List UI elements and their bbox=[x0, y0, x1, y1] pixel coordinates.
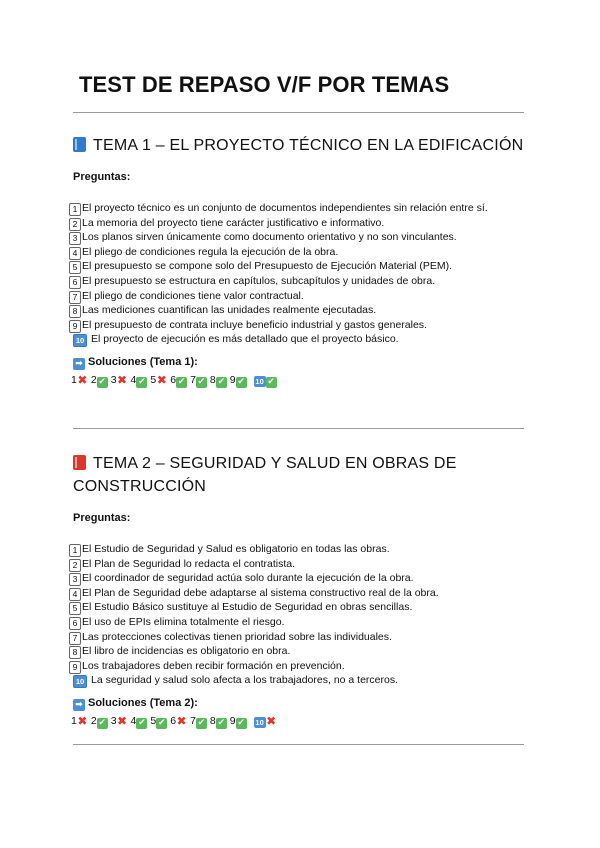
cross-mark-icon: ✖ bbox=[77, 372, 88, 387]
solution-item bbox=[150, 713, 167, 729]
question-number-badge: 1 bbox=[69, 544, 81, 557]
question-text: El proyecto de ejecución es más detallado que el proyecto básico. bbox=[91, 333, 399, 346]
question-number-badge: 9 bbox=[69, 661, 81, 674]
solution-number: 2 bbox=[90, 714, 97, 727]
solutions-row bbox=[71, 713, 533, 729]
question-number-badge: 8 bbox=[69, 646, 81, 659]
question-list bbox=[69, 542, 533, 688]
question-number-badge: 2 bbox=[69, 559, 81, 572]
question-text: El presupuesto se compone solo del Presupuesto de Ejecución Material (PEM). bbox=[82, 260, 453, 273]
solution-number: 3 bbox=[110, 373, 117, 386]
section-tema-2 bbox=[73, 452, 533, 729]
cross-mark-icon: ✖ bbox=[77, 713, 88, 728]
question-number-badge: 7 bbox=[69, 291, 81, 304]
question-number-badge: 1 bbox=[69, 203, 81, 216]
question-number-badge: 5 bbox=[69, 261, 81, 274]
question-item bbox=[69, 216, 533, 231]
question-item bbox=[69, 274, 533, 289]
solution-number: 7 bbox=[190, 373, 196, 386]
check-mark-icon: ✔ bbox=[237, 376, 245, 387]
question-item bbox=[69, 259, 533, 274]
divider bbox=[73, 112, 524, 113]
solutions-row bbox=[71, 372, 533, 388]
check-mark-icon: ✔ bbox=[197, 717, 206, 728]
solution-item bbox=[170, 713, 187, 729]
question-item bbox=[69, 318, 533, 333]
section-title bbox=[73, 134, 533, 157]
question-text: El uso de EPIs elimina totalmente el riesgo. bbox=[82, 615, 285, 628]
check-mark-icon: ✔ bbox=[157, 717, 166, 728]
question-number-badge: 4 bbox=[69, 588, 81, 601]
check-mark-icon: ✔ bbox=[177, 376, 186, 387]
section-tema-1 bbox=[73, 134, 533, 388]
question-item bbox=[69, 586, 533, 601]
solution-item bbox=[91, 372, 108, 388]
question-item bbox=[69, 557, 533, 572]
question-item bbox=[69, 303, 533, 318]
question-item bbox=[69, 289, 533, 304]
solution-number: 3 bbox=[110, 714, 117, 727]
check-mark-icon: ✔ bbox=[138, 376, 146, 387]
check-mark-icon: ✔ bbox=[217, 376, 226, 387]
cross-mark-icon: ✖ bbox=[176, 713, 187, 728]
solution-number: 4 bbox=[130, 373, 137, 386]
solution-number: 10 bbox=[255, 376, 264, 386]
solution-number: 4 bbox=[130, 714, 137, 727]
blue-book-icon bbox=[73, 137, 86, 152]
solution-item bbox=[170, 372, 187, 388]
question-item bbox=[69, 245, 533, 260]
question-text: La memoria del proyecto tiene carácter justificativo e informativo. bbox=[82, 216, 385, 229]
solution-item bbox=[91, 713, 108, 729]
solution-number: 1 bbox=[71, 714, 77, 727]
question-number-badge: 8 bbox=[69, 305, 81, 318]
question-text: Las mediciones cuantifican las unidades realmente ejecutadas. bbox=[82, 304, 377, 317]
check-mark-icon: ✔ bbox=[237, 717, 245, 728]
section-title-text: TEMA 1 – EL PROYECTO TÉCNICO EN LA EDIFICACIÓN bbox=[93, 137, 524, 154]
cross-mark-icon: ✖ bbox=[156, 372, 167, 387]
solution-item bbox=[250, 372, 277, 388]
question-number-badge: 6 bbox=[69, 617, 81, 630]
solution-number: 7 bbox=[190, 714, 196, 727]
solution-number: 8 bbox=[209, 714, 216, 727]
solution-item bbox=[210, 713, 227, 729]
solution-number: 8 bbox=[209, 373, 216, 386]
section-title bbox=[73, 452, 533, 498]
question-number-badge: 3 bbox=[69, 232, 81, 245]
solution-item bbox=[111, 713, 128, 729]
question-item bbox=[69, 615, 533, 630]
question-number-badge: 3 bbox=[69, 573, 81, 586]
check-mark-icon: ✔ bbox=[138, 717, 146, 728]
red-book-icon bbox=[73, 455, 86, 470]
question-item bbox=[69, 673, 533, 688]
solutions-label: Soluciones (Tema 2): bbox=[88, 696, 198, 709]
question-text: Los planos sirven únicamente como documento orientativo y no son vinculantes. bbox=[82, 231, 457, 244]
question-number-badge: 2 bbox=[69, 218, 81, 231]
solution-item bbox=[250, 713, 277, 729]
question-text: El pliego de condiciones tiene valor contractual. bbox=[82, 289, 304, 302]
question-item bbox=[69, 571, 533, 586]
question-text: La seguridad y salud solo afecta a los trabajadores, no a terceros. bbox=[91, 674, 399, 687]
question-text: El Plan de Seguridad debe adaptarse al sistema constructivo real de la obra. bbox=[82, 586, 439, 599]
question-number-badge: 9 bbox=[69, 320, 81, 333]
check-mark-icon: ✔ bbox=[217, 717, 226, 728]
solutions-label: Soluciones (Tema 1): bbox=[88, 355, 198, 368]
question-text: El coordinador de seguridad actúa solo durante la ejecución de la obra. bbox=[82, 572, 414, 585]
right-arrow-icon: ➡ bbox=[73, 699, 85, 711]
question-text: El presupuesto se estructura en capítulos, subcapítulos y unidades de obra. bbox=[82, 274, 436, 287]
question-item bbox=[69, 230, 533, 245]
section-title-text: TEMA 2 – SEGURIDAD Y SALUD EN OBRAS DE CONSTRUCCIÓN bbox=[73, 455, 457, 495]
solution-item bbox=[150, 372, 167, 388]
question-text: El libro de incidencias es obligatorio en obra. bbox=[82, 645, 291, 658]
solution-number: 6 bbox=[170, 373, 177, 386]
solution-item bbox=[230, 372, 247, 388]
check-mark-icon: ✔ bbox=[98, 717, 106, 728]
question-number-badge: 4 bbox=[69, 247, 81, 260]
question-item bbox=[69, 659, 533, 674]
question-text: El Estudio de Seguridad y Salud es obligatorio en todas las obras. bbox=[82, 543, 390, 555]
solution-item bbox=[131, 713, 148, 729]
solutions-heading bbox=[73, 697, 533, 712]
question-text: El proyecto técnico es un conjunto de documentos independientes sin relación entre sí. bbox=[82, 202, 488, 214]
question-item bbox=[69, 332, 533, 347]
solution-item bbox=[71, 372, 88, 388]
check-mark-icon: ✔ bbox=[267, 376, 275, 387]
solution-number: 6 bbox=[170, 714, 177, 727]
question-item bbox=[69, 630, 533, 645]
solution-number: 9 bbox=[229, 373, 236, 386]
question-number-badge: 7 bbox=[69, 632, 81, 645]
question-number-badge: 5 bbox=[69, 602, 81, 615]
question-number-badge: 10 bbox=[73, 334, 87, 347]
check-mark-icon: ✔ bbox=[98, 376, 106, 387]
solution-item bbox=[131, 372, 148, 388]
question-text: El pliego de condiciones regula la ejecución de la obra. bbox=[82, 245, 339, 258]
solution-item bbox=[190, 372, 207, 388]
question-text: El presupuesto de contrata incluye beneficio industrial y gastos generales. bbox=[82, 318, 427, 331]
question-number-badge: 6 bbox=[69, 276, 81, 289]
solution-number: 9 bbox=[229, 714, 236, 727]
question-text: El Estudio Básico sustituye al Estudio de Seguridad en obras sencillas. bbox=[82, 601, 413, 614]
solution-item bbox=[71, 713, 88, 729]
solution-number: 5 bbox=[150, 373, 157, 386]
right-arrow-icon: ➡ bbox=[73, 358, 85, 370]
check-mark-icon: ✔ bbox=[197, 376, 206, 387]
solution-number: 1 bbox=[71, 373, 77, 386]
solution-item bbox=[230, 713, 247, 729]
cross-mark-icon: ✖ bbox=[117, 372, 128, 387]
document-title: TEST DE REPASO V/F POR TEMAS bbox=[79, 72, 450, 97]
question-item bbox=[69, 644, 533, 659]
questions-label: Preguntas: bbox=[73, 171, 131, 183]
solution-item bbox=[190, 713, 207, 729]
solution-number: 5 bbox=[150, 714, 157, 727]
cross-mark-icon: ✖ bbox=[117, 713, 128, 728]
question-text: Los trabajadores deben recibir formación en prevención. bbox=[82, 659, 345, 672]
solutions-heading bbox=[73, 356, 533, 371]
question-item bbox=[69, 600, 533, 615]
question-text: El Plan de Seguridad lo redacta el contratista. bbox=[82, 557, 296, 570]
solution-item bbox=[210, 372, 227, 388]
cross-mark-icon: ✖ bbox=[266, 713, 277, 728]
question-item bbox=[69, 201, 533, 216]
question-item bbox=[69, 542, 533, 557]
question-number-badge: 10 bbox=[73, 675, 87, 688]
question-text: Las protecciones colectivas tienen prioridad sobre las individuales. bbox=[82, 630, 392, 643]
question-list bbox=[69, 201, 533, 347]
divider bbox=[73, 428, 524, 429]
divider bbox=[73, 744, 524, 745]
solution-number: 2 bbox=[90, 373, 97, 386]
solution-item bbox=[111, 372, 128, 388]
questions-label: Preguntas: bbox=[73, 512, 131, 524]
solution-number: 10 bbox=[255, 717, 264, 727]
